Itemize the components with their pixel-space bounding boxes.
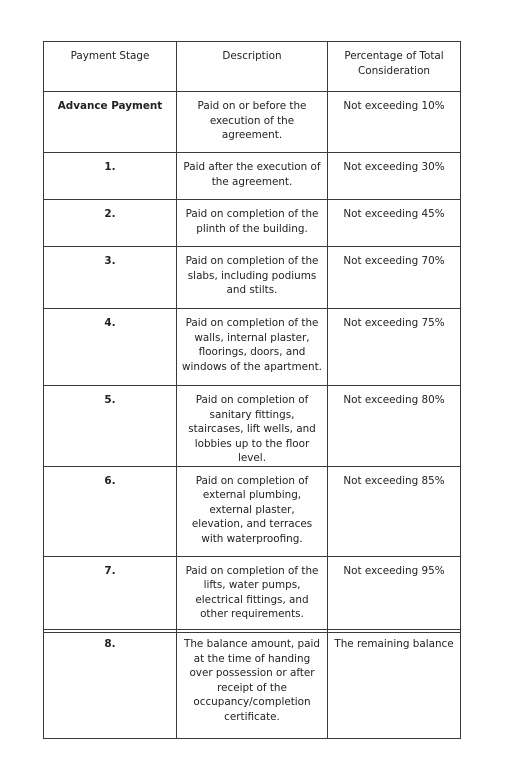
description-cell: The balance amount, paid at the time of handing over possession or after receipt of the occupancy/completion certificate.: [177, 630, 328, 739]
table-row: [44, 247, 461, 309]
stage-cell: Advance Payment: [44, 92, 177, 153]
percentage-cell: Not exceeding 70%: [328, 247, 461, 309]
table-row: [44, 200, 461, 247]
percentage-cell: Not exceeding 85%: [328, 466, 461, 556]
percentage-cell: Not exceeding 30%: [328, 153, 461, 200]
stage-cell: 6.: [44, 466, 177, 556]
description-cell: Paid on or before the execution of the agreement.: [177, 92, 328, 153]
stage-cell: 5.: [44, 386, 177, 467]
description-cell: Paid on completion of the slabs, including podiums and stilts.: [177, 247, 328, 309]
stage-cell: 2.: [44, 200, 177, 247]
table-row: [44, 92, 461, 153]
table-row: [44, 556, 461, 632]
table-row: [44, 153, 461, 200]
header-payment-stage: Payment Stage: [44, 42, 177, 92]
percentage-cell: Not exceeding 75%: [328, 309, 461, 386]
description-cell: Paid on completion of external plumbing, external plaster, elevation, and terraces with waterproofing.: [177, 466, 328, 556]
description-cell: Paid on completion of the lifts, water pumps, electrical fittings, and other requirements.: [177, 556, 328, 632]
description-cell: Paid after the execution of the agreement.: [177, 153, 328, 200]
stage-cell: 7.: [44, 556, 177, 632]
payment-schedule-table: [43, 41, 461, 633]
table-row: [44, 630, 461, 739]
description-cell: Paid on completion of the walls, internal plaster, floorings, doors, and windows of the apartment.: [177, 309, 328, 386]
table-row: [44, 466, 461, 556]
percentage-cell: Not exceeding 80%: [328, 386, 461, 467]
final-payment-table: [43, 629, 461, 739]
table-row: [44, 309, 461, 386]
stage-cell: 4.: [44, 309, 177, 386]
percentage-cell: Not exceeding 95%: [328, 556, 461, 632]
description-cell: Paid on completion of sanitary fittings, staircases, lift wells, and lobbies up to the floor level.: [177, 386, 328, 467]
percentage-cell: The remaining balance: [328, 630, 461, 739]
table-row: [44, 386, 461, 467]
header-description: Description: [177, 42, 328, 92]
stage-cell: 3.: [44, 247, 177, 309]
stage-cell: 1.: [44, 153, 177, 200]
percentage-cell: Not exceeding 10%: [328, 92, 461, 153]
stage-cell: 8.: [44, 630, 177, 739]
table-header-row: [44, 42, 461, 92]
percentage-cell: Not exceeding 45%: [328, 200, 461, 247]
header-percentage: Percentage of Total Consideration: [328, 42, 461, 92]
description-cell: Paid on completion of the plinth of the building.: [177, 200, 328, 247]
